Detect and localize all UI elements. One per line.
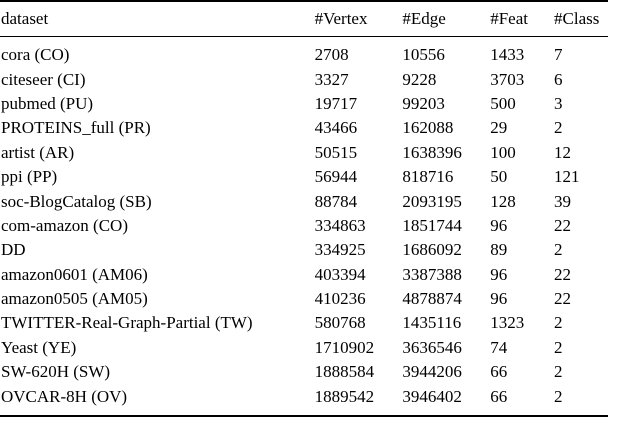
cell-dataset: artist (AR) bbox=[1, 142, 75, 162]
cell-class: 2 bbox=[554, 362, 563, 382]
table-row bbox=[0, 189, 608, 213]
cell-dataset: TWITTER-Real-Graph-Partial (TW) bbox=[1, 313, 253, 333]
cell-feat: 96 bbox=[490, 289, 508, 309]
cell-edge: 1686092 bbox=[402, 240, 462, 260]
cell-class: 6 bbox=[554, 69, 563, 89]
cell-vertex: 2708 bbox=[314, 45, 349, 65]
cell-dataset: cora (CO) bbox=[1, 45, 70, 65]
cell-vertex: 50515 bbox=[314, 142, 358, 162]
cell-dataset: soc-BlogCatalog (SB) bbox=[1, 191, 152, 211]
table-row bbox=[0, 287, 608, 311]
table-row bbox=[0, 37, 608, 68]
cell-feat: 66 bbox=[490, 386, 508, 406]
header-feat: #Feat bbox=[490, 9, 528, 28]
cell-vertex: 1888584 bbox=[314, 362, 375, 382]
cell-class: 3 bbox=[554, 93, 563, 113]
cell-class: 22 bbox=[554, 264, 572, 284]
table-row bbox=[0, 141, 608, 165]
cell-class: 2 bbox=[554, 313, 563, 333]
cell-edge: 162088 bbox=[402, 118, 454, 138]
table-row bbox=[0, 360, 608, 384]
cell-dataset: ppi (PP) bbox=[1, 167, 58, 187]
cell-feat: 74 bbox=[490, 337, 508, 357]
table-row bbox=[0, 263, 608, 287]
cell-feat: 1323 bbox=[490, 313, 525, 333]
cell-dataset: pubmed (PU) bbox=[1, 93, 94, 113]
cell-feat: 29 bbox=[490, 118, 508, 138]
header-dataset: dataset bbox=[1, 9, 49, 28]
cell-feat: 500 bbox=[490, 93, 516, 113]
cell-feat: 89 bbox=[490, 240, 508, 260]
cell-vertex: 1889542 bbox=[314, 386, 375, 406]
cell-vertex: 3327 bbox=[314, 69, 349, 89]
cell-vertex: 56944 bbox=[314, 167, 358, 187]
cell-class: 2 bbox=[554, 118, 563, 138]
table-header bbox=[0, 1, 608, 37]
cell-feat: 96 bbox=[490, 215, 508, 235]
table-row bbox=[0, 311, 608, 335]
cell-class: 2 bbox=[554, 240, 563, 260]
cell-edge: 1435116 bbox=[402, 313, 462, 333]
cell-dataset: amazon0601 (AM06) bbox=[1, 264, 148, 284]
table-row bbox=[0, 92, 608, 116]
table-body bbox=[0, 37, 608, 416]
cell-class: 22 bbox=[554, 289, 572, 309]
table-row bbox=[0, 384, 608, 415]
table-row bbox=[0, 238, 608, 262]
cell-dataset: amazon0505 (AM05) bbox=[1, 289, 148, 309]
header-class: #Class bbox=[554, 9, 600, 28]
cell-edge: 4878874 bbox=[402, 289, 462, 309]
cell-class: 2 bbox=[554, 337, 563, 357]
table-row bbox=[0, 214, 608, 238]
cell-vertex: 410236 bbox=[314, 289, 366, 309]
cell-edge: 3944206 bbox=[402, 362, 462, 382]
header-edge: #Edge bbox=[402, 9, 446, 28]
cell-vertex: 19717 bbox=[314, 93, 358, 113]
cell-feat: 50 bbox=[490, 167, 508, 187]
cell-edge: 10556 bbox=[402, 45, 445, 65]
cell-edge: 3636546 bbox=[402, 337, 462, 357]
cell-vertex: 580768 bbox=[314, 313, 366, 333]
cell-dataset: PROTEINS_full (PR) bbox=[1, 118, 151, 138]
cell-dataset: SW-620H (SW) bbox=[1, 362, 111, 382]
cell-class: 22 bbox=[554, 215, 572, 235]
cell-edge: 9228 bbox=[402, 69, 437, 89]
cell-edge: 99203 bbox=[402, 93, 445, 113]
cell-dataset: OVCAR-8H (OV) bbox=[1, 386, 128, 406]
cell-vertex: 334925 bbox=[314, 240, 366, 260]
cell-dataset: citeseer (CI) bbox=[1, 69, 86, 89]
cell-edge: 2093195 bbox=[402, 191, 462, 211]
cell-vertex: 334863 bbox=[314, 215, 366, 235]
cell-feat: 100 bbox=[490, 142, 516, 162]
cell-class: 2 bbox=[554, 386, 563, 406]
cell-feat: 1433 bbox=[490, 45, 525, 65]
cell-dataset: com-amazon (CO) bbox=[1, 215, 128, 235]
cell-edge: 1851744 bbox=[402, 215, 462, 235]
table-row bbox=[0, 116, 608, 140]
cell-class: 12 bbox=[554, 142, 572, 162]
cell-vertex: 43466 bbox=[314, 118, 358, 138]
cell-class: 7 bbox=[554, 45, 563, 65]
table-row bbox=[0, 336, 608, 360]
header-vertex: #Vertex bbox=[314, 9, 368, 28]
cell-feat: 3703 bbox=[490, 69, 525, 89]
cell-edge: 818716 bbox=[402, 167, 454, 187]
cell-edge: 3946402 bbox=[402, 386, 462, 406]
cell-edge: 3387388 bbox=[402, 264, 462, 284]
cell-vertex: 403394 bbox=[314, 264, 366, 284]
cell-class: 39 bbox=[554, 191, 572, 211]
cell-feat: 128 bbox=[490, 191, 516, 211]
cell-feat: 96 bbox=[490, 264, 508, 284]
header-row bbox=[0, 1, 608, 37]
table-row bbox=[0, 67, 608, 91]
cell-feat: 66 bbox=[490, 362, 508, 382]
table-row bbox=[0, 165, 608, 189]
cell-dataset: Yeast (YE) bbox=[1, 337, 77, 357]
cell-class: 121 bbox=[554, 167, 580, 187]
cell-dataset: DD bbox=[1, 240, 26, 260]
cell-edge: 1638396 bbox=[402, 142, 462, 162]
cell-vertex: 1710902 bbox=[314, 337, 375, 357]
cell-vertex: 88784 bbox=[314, 191, 358, 211]
